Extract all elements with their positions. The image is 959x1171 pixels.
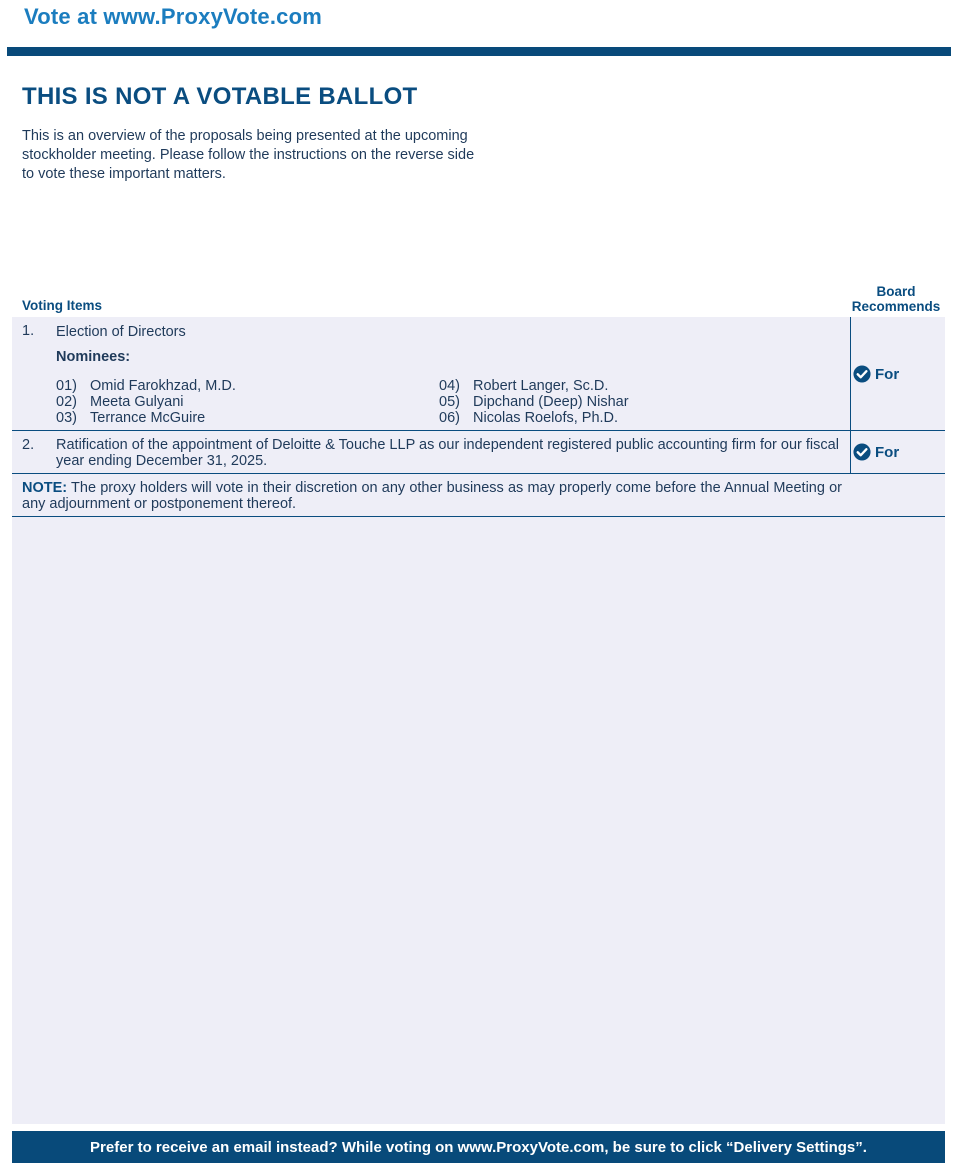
nominee-code: 01) — [56, 378, 77, 394]
nominee-code: 06) — [439, 410, 460, 426]
recommendation-label: For — [875, 443, 900, 461]
recommendation-for — [853, 443, 899, 461]
recommendation-for — [853, 365, 899, 383]
voting-items-heading: Voting Items — [22, 298, 103, 313]
nominee-name: Omid Farokhzad, M.D. — [90, 378, 236, 394]
nominee-name: Nicolas Roelofs, Ph.D. — [473, 410, 619, 426]
nominee — [56, 378, 236, 394]
nominee-name: Meeta Gulyani — [90, 394, 184, 410]
page-title: THIS IS NOT A VOTABLE BALLOT — [22, 83, 418, 110]
nominee — [439, 378, 608, 394]
nominee — [56, 410, 205, 426]
footer-banner: Prefer to receive an email instead? While voting on www.ProxyVote.com, be sure to click “Delivery Settings”. — [12, 1131, 945, 1163]
nominee-name: Dipchand (Deep) Nishar — [473, 394, 629, 410]
intro-text: This is an overview of the proposals being presented at the upcoming stockholder meeting. Please follow the instructions on the reverse side to vote these important matters. — [22, 128, 475, 182]
note-text — [22, 480, 842, 512]
check-circle-icon — [853, 365, 871, 383]
item-number: 1. — [22, 323, 35, 339]
item-text: Election of Directors — [56, 324, 186, 340]
nominee-code: 03) — [56, 410, 77, 426]
nominee — [439, 394, 629, 410]
nominee-code: 05) — [439, 394, 460, 410]
nominee-name: Robert Langer, Sc.D. — [473, 378, 609, 394]
item-number: 2. — [22, 437, 35, 453]
nominees-label: Nominees: — [56, 349, 131, 365]
proxyvote-link[interactable]: Vote at www.ProxyVote.com — [24, 4, 322, 29]
nominee-name: Terrance McGuire — [90, 410, 206, 426]
board-recommends-line1: Board — [876, 284, 916, 299]
board-recommends-heading — [848, 284, 944, 314]
column-divider — [850, 317, 851, 474]
item-text: Ratification of the appointment of Deloitte & Touche LLP as our independent registered public accounting firm for our fiscal year ending December 31, 2025. — [56, 437, 839, 469]
recommendation-label: For — [875, 365, 900, 383]
nominee-code: 04) — [439, 378, 460, 394]
board-recommends-line2: Recommends — [851, 299, 941, 314]
header-rule — [7, 47, 951, 56]
note-body: The proxy holders will vote in their discretion on any other business as may properly come before the Annual Meeting or any adjournment or postponement thereof. — [22, 480, 842, 512]
nominee-code: 02) — [56, 394, 77, 410]
nominee — [56, 394, 184, 410]
check-circle-icon — [853, 443, 871, 461]
note-label: NOTE: — [22, 480, 68, 496]
nominee — [439, 410, 618, 426]
